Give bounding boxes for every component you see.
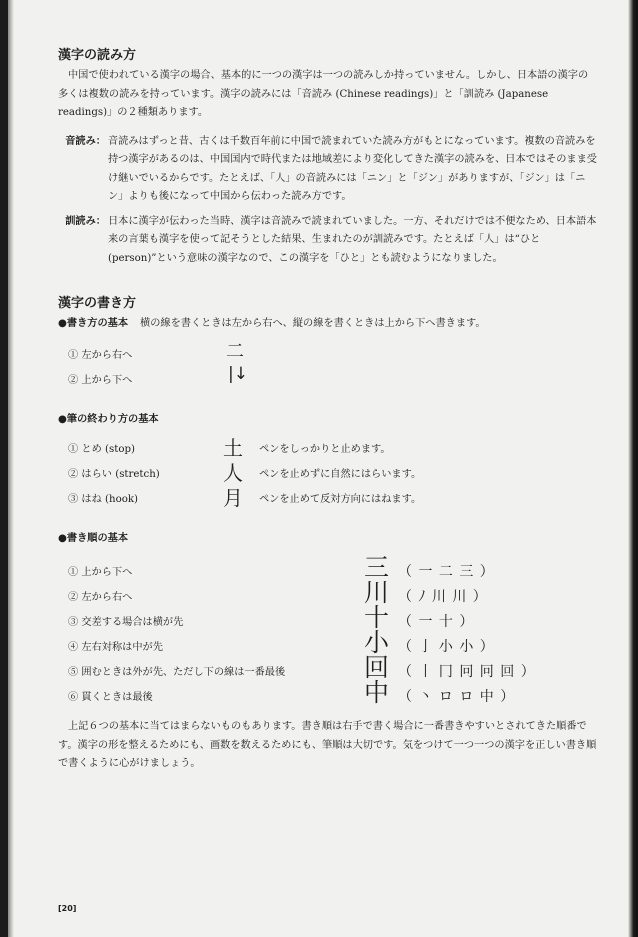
order-kanji: 小 (364, 628, 390, 657)
writing-basics-list (58, 341, 598, 391)
writing-basics-title: ●書き方の基本 (58, 318, 129, 329)
ending-note: ペンを止めずに自然にはらいます。 (259, 469, 422, 480)
onyomi-entry (58, 133, 598, 207)
ending-label: ③ はね (hook) (68, 494, 138, 505)
page-edge-shadow (628, 0, 638, 937)
order-sequence: （ 丨 冂 冋 冋 回 ） (398, 664, 536, 680)
order-kanji: 中 (364, 678, 390, 707)
page-number-value: 20 (61, 904, 73, 913)
order-kanji: 川 (364, 578, 390, 607)
kunyomi-label: 訓読み： (65, 215, 106, 227)
book-binding-shadow (0, 0, 8, 937)
stroke-order-list (58, 553, 598, 708)
basic-row (58, 366, 598, 391)
kunyomi-entry (58, 213, 598, 269)
order-sequence: （ 丶 ロ ロ 中 ） (398, 689, 516, 705)
page-number: [20] (58, 904, 77, 913)
order-row (58, 653, 598, 683)
vertical-stroke-glyph: |↓ (228, 364, 248, 384)
ending-note: ペンを止めて反対方向にはねます。 (259, 494, 422, 505)
order-row (58, 678, 598, 708)
order-label: ⑥ 貫くときは最後 (68, 692, 153, 703)
hane-example-glyph: 月 (223, 486, 243, 510)
order-sequence: （ ﾉ 川 川 ） (398, 589, 488, 605)
writing-basics-description: 横の線を書くときは左から右へ、縦の線を書くときは上から下へ書きます。 (140, 318, 486, 329)
basic-row (58, 341, 598, 366)
order-row (58, 603, 598, 633)
ending-row (58, 460, 598, 485)
horizontal-stroke-glyph: 二 (226, 341, 244, 362)
order-sequence: （ 亅 小 小 ） (398, 639, 495, 655)
ending-row (58, 435, 598, 460)
reading-intro-paragraph: 中国で使われている漢字の場合、基本的に一つの漢字は一つの読みしか持っていません。しかし、日本語の漢字の多くは複数の読みを持っています。漢字の読みには「音読み (Chinese readings)」と「訓読み (Japanese readings)」の２種類あります。 (58, 70, 589, 118)
basic-label: ① 左から右へ (68, 350, 133, 361)
stroke-order-heading: ●書き順の基本 (58, 533, 129, 544)
section-title-reading: 漢字の読み方 (58, 48, 137, 63)
order-kanji: 十 (364, 603, 390, 632)
order-label: ③ 交差する場合は横が先 (68, 617, 184, 628)
textbook-page (58, 44, 598, 774)
ending-row (58, 485, 598, 510)
order-kanji: 回 (364, 653, 390, 682)
order-row (58, 578, 598, 608)
writing-basics-heading (58, 315, 598, 333)
section-title-writing: 漢字の書き方 (58, 296, 137, 311)
closing-paragraph: 上記６つの基本に当てはまらないものもあります。書き順は右手で書く場合に一番書きやすいとされてきた順番です。漢字の形を整えるためにも、画数を数えるためにも、筆順は大切です。気をつけて一つ一つの漢字を正しい書き順で書くように心がけましょう。 (58, 721, 597, 769)
order-label: ① 上から下へ (68, 567, 133, 578)
onyomi-label: 音読み： (65, 135, 106, 147)
order-sequence: （ 一 十 ） (398, 614, 475, 630)
kunyomi-text: 日本に漢字が伝わった当時、漢字は音読みで読まれていました。一方、それだけでは不便なため、日本語本来の言葉も漢字を使って記そうとした結果、生まれたのが訓読みです。たとえば「人」は“ひと (person)”という意味の漢字なので、この漢字を「ひと」とも読むようになりました。 (108, 215, 597, 264)
ending-label: ① とめ (stop) (68, 444, 135, 455)
order-kanji: 三 (364, 553, 390, 582)
harai-example-glyph: 人 (223, 461, 243, 485)
order-label: ④ 左右対称は中が先 (68, 642, 163, 653)
basic-label: ② 上から下へ (68, 375, 133, 386)
order-label: ② 左から右へ (68, 592, 133, 603)
order-label: ⑤ 囲むときは外が先、ただし下の線は一番最後 (68, 667, 286, 678)
onyomi-text: 音読みはずっと昔、古くは千数百年前に中国で読まれていた読み方がもとになっています。複数の音読みを持つ漢字があるのは、中国国内で時代または地域差により変化してきた漢字の読みを、日本ではそのまま受け継いでいるからです。たとえば、「人」の音読みには「ニン」と「ジン」がありますが、「ジン」は「ニン」よりも後になって中国から伝わった読み方です。 (108, 135, 597, 202)
ending-label: ② はらい (stretch) (68, 469, 160, 480)
order-sequence: （ 一 二 三 ） (398, 564, 495, 580)
order-row (58, 553, 598, 583)
tome-example-glyph: 土 (223, 436, 243, 460)
stroke-endings-list (58, 435, 598, 510)
stroke-endings-heading: ●筆の終わり方の基本 (58, 414, 159, 425)
order-row (58, 628, 598, 658)
ending-note: ペンをしっかりと止めます。 (259, 444, 391, 455)
